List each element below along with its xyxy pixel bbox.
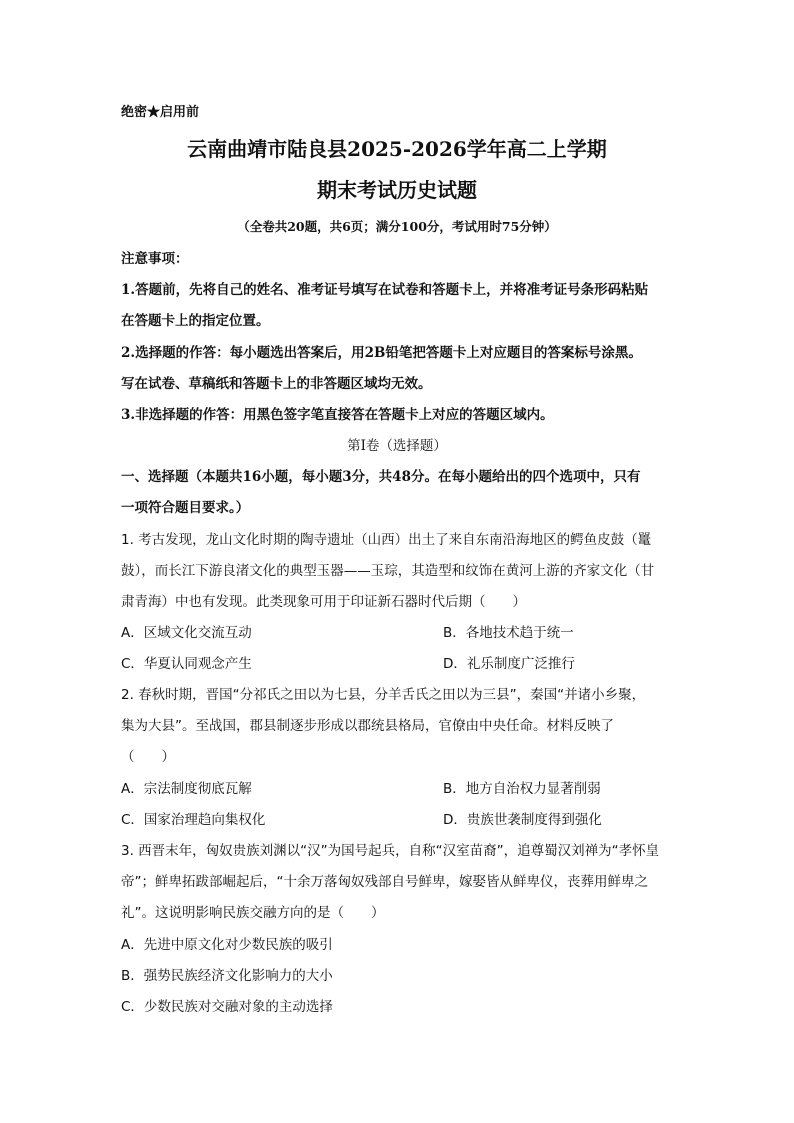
question-1-text: 肃青海）中也有发现。此类现象可用于印证新石器时代后期（ ） (121, 594, 526, 610)
notes-line: 2.选择题的作答：每小题选出答案后，用2B铅笔把答题卡上对应题目的答案标号涂黑。 (121, 345, 642, 361)
notes-line: 3.非选择题的作答：用黑色签字笔直接答在答题卡上对应的答题区域内。 (121, 407, 554, 423)
question-2-text: （ ） (121, 749, 175, 765)
question-3-option-b: B．强势民族经济文化影响力的大小 (121, 968, 333, 984)
notes-line: 在答题卡上的指定位置。 (121, 313, 270, 329)
question-1-option-a: A．区域文化交流互动 (121, 625, 252, 641)
section-intro: 一、选择题（本题共16小题，每小题3分，共48分。在每小题给出的四个选项中，只有 (121, 469, 641, 485)
question-2-option-c: C．国家治理趋向集权化 (121, 812, 266, 828)
question-3-text: 帝”；鲜卑拓跋部崛起后，“十余万落匈奴残部自号鲜卑，嫁娶皆从鲜卑仪，丧葬用鲜卑之 (121, 874, 648, 890)
question-1-option-c: C．华夏认同观念产生 (121, 656, 252, 672)
question-1-option-b: B．各地技术趋于统一 (443, 625, 574, 641)
question-1-text: 1. 考古发现，龙山文化时期的陶寺遗址（山西）出土了来自东南沿海地区的鳄鱼皮鼓（鼍 (121, 532, 652, 548)
confidential-label: 绝密★启用前 (121, 105, 200, 120)
question-2-text: 集为大县”。至战国，郡县制逐步形成以郡统县格局，官僚由中央任命。材料反映了 (121, 718, 614, 734)
question-3-option-c: C．少数民族对交融对象的主动选择 (121, 999, 333, 1015)
question-2-text: 2. 春秋时期，晋国“分祁氏之田以为七县，分羊舌氏之田以为三县”，秦国“并诸小乡聚， (121, 687, 646, 703)
notes-line: 1.答题前，先将自己的姓名、准考证号填写在试卷和答题卡上，并将准考证号条形码粘贴 (121, 282, 649, 298)
exam-title-line1: 云南曲靖市陆良县2025-2026学年高二上学期 (187, 137, 607, 161)
question-3-text: 3. 西晋末年，匈奴贵族刘渊以“汉”为国号起兵，自称“汉室苗裔”，追尊蜀汉刘禅为“孝怀皇 (121, 843, 660, 859)
question-2-option-d: D．贵族世袭制度得到强化 (443, 812, 602, 828)
question-2-option-a: A．宗法制度彻底瓦解 (121, 781, 252, 797)
section-intro: 一项符合题目要求。） (121, 500, 250, 516)
question-3-option-a: A．先进中原文化对少数民族的吸引 (121, 937, 333, 953)
question-1-option-d: D．礼乐制度广泛推行 (443, 656, 575, 672)
exam-title-line2: 期末考试历史试题 (317, 178, 477, 202)
notes-heading: 注意事项： (121, 251, 189, 267)
question-3-text: 礼”。这说明影响民族交融方向的是（ ） (121, 905, 385, 921)
question-1-text: 鼓），而长江下游良渚文化的典型玉器——玉琮，其造型和纹饰在黄河上游的齐家文化（甘 (121, 563, 655, 579)
question-2-option-b: B．地方自治权力显著削弱 (443, 781, 601, 797)
section-title: 第Ⅰ卷（选择题） (347, 438, 447, 454)
notes-line: 写在试卷、草稿纸和答题卡上的非答题区域均无效。 (121, 376, 432, 392)
exam-info: （全卷共20题，共6页；满分100分，考试用时75分钟） (237, 219, 557, 234)
